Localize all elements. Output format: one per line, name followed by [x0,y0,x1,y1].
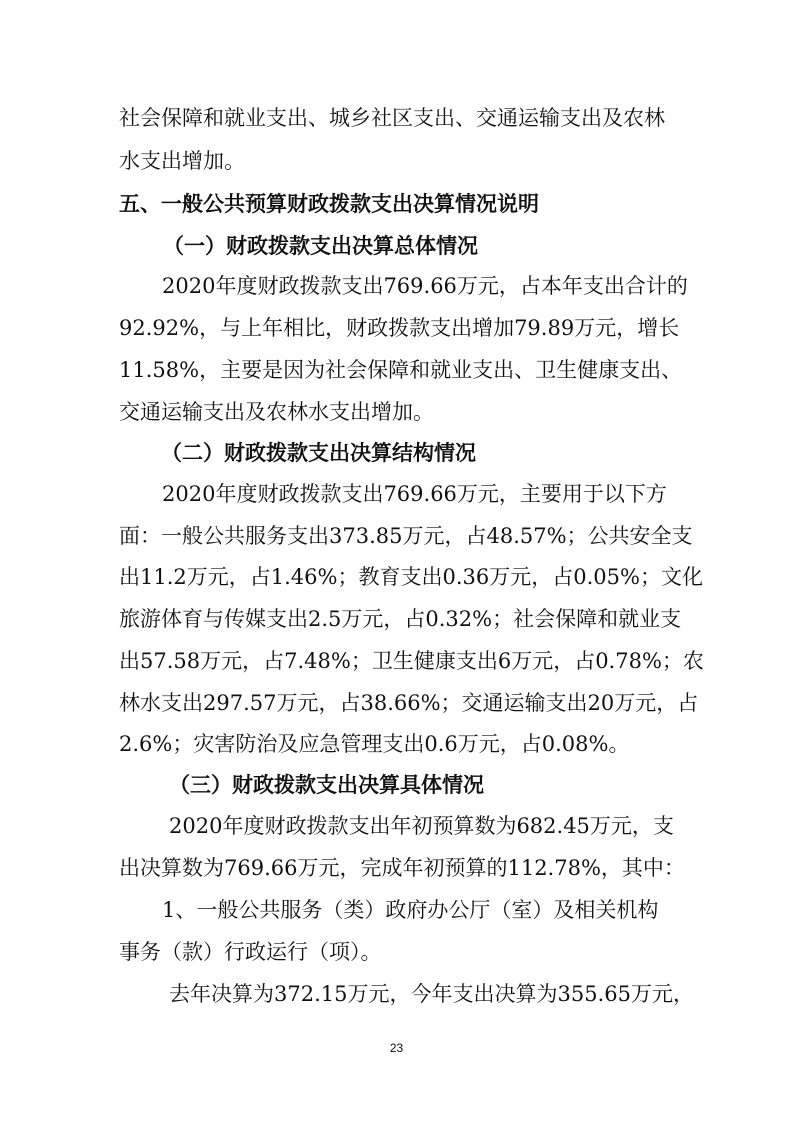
body-text-line: 2020年度财政拨款支出年初预算数为682.45万元，支 [169,814,674,838]
body-text-line: 出决算数为769.66万元，完成年初预算的112.78%，其中： [119,856,685,880]
subsection-heading: （一）财政拨款支出决算总体情况 [163,234,478,258]
body-text-line: 1、一般公共服务（类）政府办公厅（室）及相关机构 [162,898,659,922]
body-text-line: 水支出增加。 [119,149,245,173]
body-text-line: 11.58%，主要是因为社会保障和就业支出、卫生健康支出、 [119,358,683,382]
body-text-line: 社会保障和就业支出、城乡社区支出、交通运输支出及农林 [119,106,665,130]
body-text-line: 旅游体育与传媒支出2.5万元，占0.32%；社会保障和就业支 [119,607,682,631]
body-text-line: 交通运输支出及农林水支出增加。 [119,400,434,424]
body-text-line: 林水支出297.57万元，占38.66%；交通运输支出20万元，占 [119,691,699,715]
section-heading: 五、一般公共预算财政拨款支出决算情况说明 [119,192,539,216]
body-text-line: 2020年度财政拨款支出769.66万元，占本年支出合计的 [162,274,688,298]
body-text-line: 去年决算为372.15万元，今年支出决算为355.65万元， [169,982,694,1006]
page-number: 23 [389,1041,404,1055]
subsection-heading: （二）财政拨款支出决算结构情况 [161,441,476,465]
body-text-line: 面：一般公共服务支出373.85万元，占48.57%；公共安全支 [119,524,693,548]
body-text-line: 2020年度财政拨款支出769.66万元，主要用于以下方 [162,482,667,506]
subsection-heading: （三）财政拨款支出决算具体情况 [169,773,484,797]
body-text-line: 2.6%；灾害防治及应急管理支出0.6万元，占0.08%。 [119,732,630,756]
body-text-line: 92.92%，与上年相比，财政拨款支出增加79.89万元，增长 [119,316,680,340]
body-text-line: 出57.58万元，占7.48%；卫生健康支出6万元，占0.78%；农 [119,649,704,673]
body-text-line: 事务（款）行政运行（项）。 [119,940,382,964]
body-text-line: 出11.2万元，占1.46%；教育支出0.36万元，占0.05%；文化 [119,565,703,589]
